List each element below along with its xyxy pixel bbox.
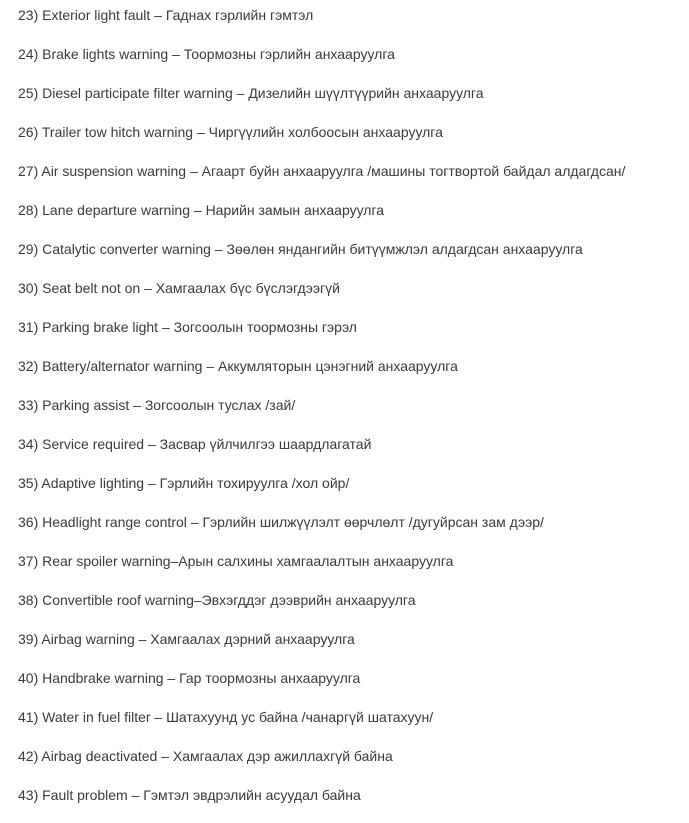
list-item: 27) Air suspension warning – Агаарт буйн анхааруулга /машины тогтвортой байдал алдагдсан/ — [18, 163, 626, 179]
list-item: 25) Diesel participate filter warning – Дизелийн шүүлтүүрийн анхааруулга — [18, 85, 484, 101]
list-item: 28) Lane departure warning – Нарийн замын анхааруулга — [18, 202, 385, 218]
list-item: 42) Airbag deactivated – Хамгаалах дэр ажиллахгүй байна — [18, 748, 393, 764]
list-item: 24) Brake lights warning – Тоормозны гэрлийн анхааруулга — [18, 46, 395, 62]
list-item: 33) Parking assist – Зогсоолын туслах /зай/ — [18, 397, 296, 413]
list-item: 23) Exterior light fault – Гаднах гэрлийн гэмтэл — [18, 7, 314, 23]
list-item: 39) Airbag warning – Хамгаалах дэрний анхааруулга — [18, 631, 355, 647]
list-item: 37) Rear spoiler warning–Арын салхины хамгаалалтын анхааруулга — [18, 553, 454, 569]
list-item: 43) Fault problem – Гэмтэл эвдрэлийн асуудал байна — [18, 787, 361, 803]
list-item: 34) Service required – Засвар үйлчилгээ шаардлагатай — [18, 436, 372, 452]
warning-lights-list — [18, 4, 683, 823]
list-item: 31) Parking brake light – Зогсоолын тоормозны гэрэл — [18, 319, 357, 335]
list-item: 40) Handbrake warning – Гар тоормозны анхааруулга — [18, 670, 361, 686]
list-item: 36) Headlight range control – Гэрлийн шилжүүлэлт өөрчлөлт /дугуйрсан зам дээр/ — [18, 514, 544, 530]
list-item: 32) Battery/alternator warning – Аккумляторын цэнэгний анхааруулга — [18, 358, 458, 374]
list-item: 30) Seat belt not on – Хамгаалах бүс бүслэгдээгүй — [18, 280, 340, 296]
list-item: 35) Adaptive lighting – Гэрлийн тохируулга /хол ойр/ — [18, 475, 350, 491]
list-item: 38) Convertible roof warning–Эвхэгддэг дээврийн анхааруулга — [18, 592, 416, 608]
list-item: 29) Catalytic converter warning – Зөөлөн яндангийн битүүмжлэл алдагдсан анхааруулга — [18, 241, 583, 257]
list-item: 26) Trailer tow hitch warning – Чиргүүлийн холбоосын анхааруулга — [18, 124, 443, 140]
list-item: 41) Water in fuel filter – Шатахуунд ус байна /чанаргүй шатахуун/ — [18, 709, 434, 725]
